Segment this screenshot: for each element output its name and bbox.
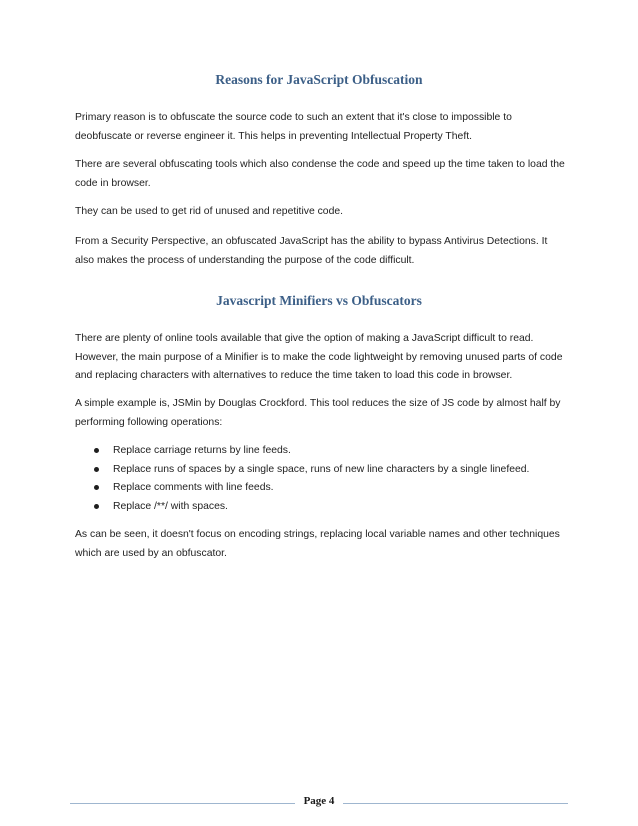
section-heading-minifiers: Javascript Minifiers vs Obfuscators	[216, 293, 422, 308]
list-item: Replace comments with line feeds.	[75, 479, 575, 498]
section-heading-reasons: Reasons for JavaScript Obfuscation	[215, 72, 423, 87]
footer-rule-right	[343, 803, 568, 804]
bullet-icon	[94, 504, 99, 509]
paragraph-online-tools: There are plenty of online tools available that give the option of making a JavaScript difficult to read. However, the main purpose of a Minifier is to make the code lightweight by removing unused parts of code and replacing characters with alternatives to reduce the time taken to load this code in browser.	[75, 333, 563, 381]
list-item: Replace /**/ with spaces.	[75, 498, 575, 517]
bullet-icon	[94, 485, 99, 490]
paragraph-condense-code: There are several obfuscating tools which also condense the code and speed up the time taken to load the code in browser.	[75, 159, 565, 189]
bullet-icon	[94, 467, 99, 472]
list-item: Replace carriage returns by line feeds.	[75, 442, 575, 461]
paragraph-jsmin-example: A simple example is, JSMin by Douglas Crockford. This tool reduces the size of JS code by almost half by performing following operations:	[75, 398, 561, 428]
operations-list	[75, 442, 575, 516]
paragraph-primary-reason: Primary reason is to obfuscate the source code to such an extent that it's close to impossible to deobfuscate or reverse engineer it. This helps in preventing Intellectual Property Theft.	[75, 112, 512, 142]
paragraph-unused-code: They can be used to get rid of unused and repetitive code.	[75, 206, 344, 217]
page-number: Page 4	[303, 795, 335, 807]
bullet-icon	[94, 448, 99, 453]
list-item: Replace runs of spaces by a single space, runs of new line characters by a single linefeed.	[75, 461, 575, 480]
paragraph-security: From a Security Perspective, an obfuscated JavaScript has the ability to bypass Antivirus Detections. It also makes the process of understanding the purpose of the code difficult.	[75, 236, 548, 266]
paragraph-closing: As can be seen, it doesn't focus on encoding strings, replacing local variable names and other techniques which are used by an obfuscator.	[75, 529, 560, 559]
